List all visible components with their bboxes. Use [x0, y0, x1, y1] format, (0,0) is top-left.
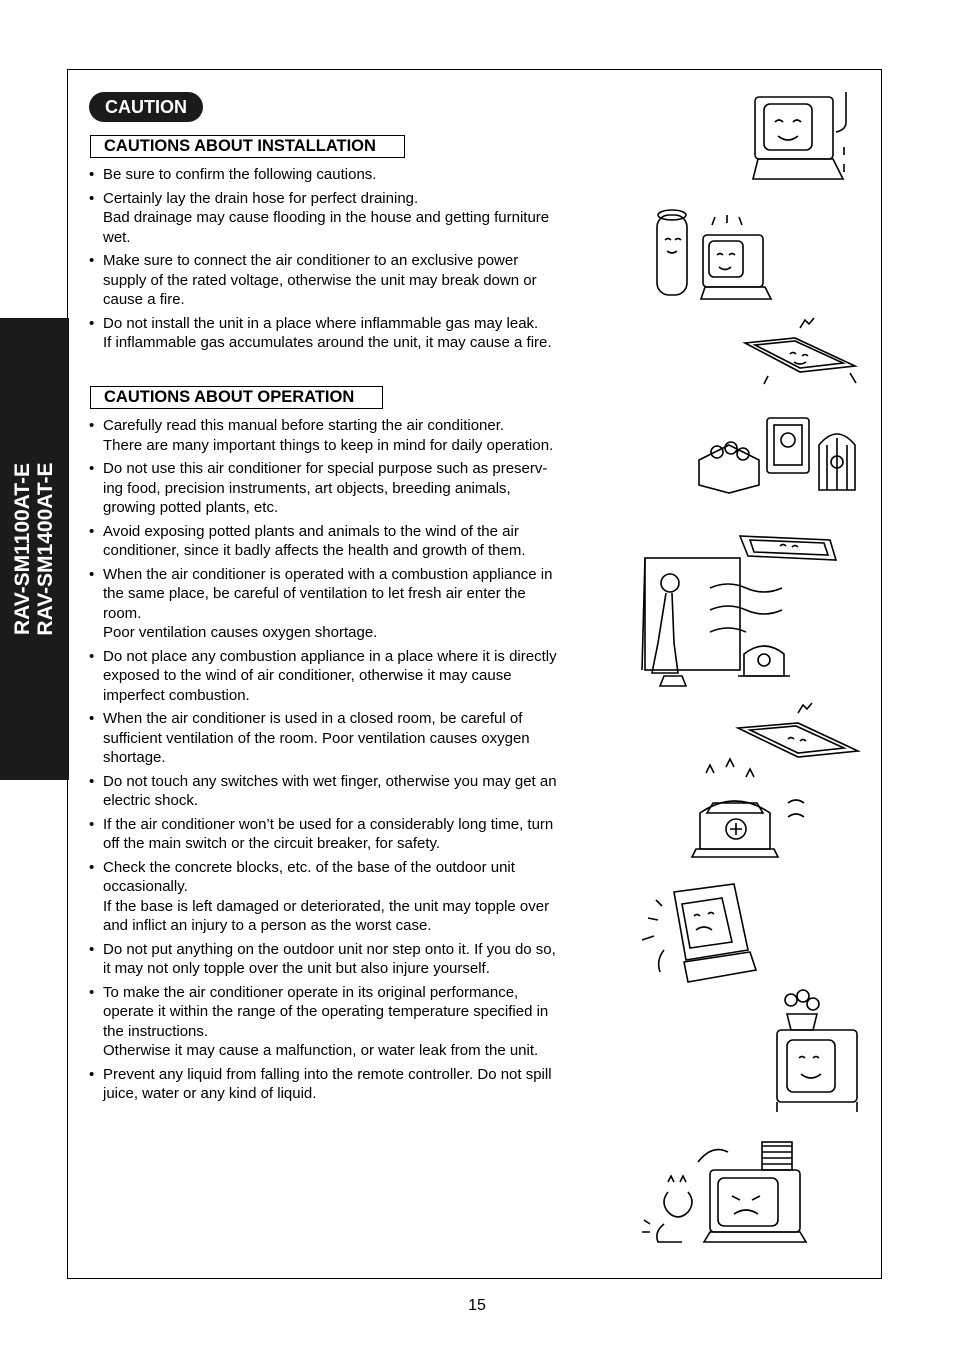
- list-item: • When the air conditioner is operated with a combustion appliance in the same place, be careful of ventilation to let fresh air enter the room. Poor ventilation causes oxygen shortage.: [87, 565, 592, 643]
- installation-list: [87, 165, 592, 357]
- page-number: 15: [468, 1297, 486, 1314]
- unit-with-power-icon: [645, 205, 780, 305]
- model-names: [11, 329, 57, 769]
- list-item: • Certainly lay the drain hose for perfect draining. Bad drainage may cause flooding in the house and getting furniture wet.: [87, 189, 592, 248]
- list-item: • Do not place any combustion appliance in a place where it is directly exposed to the wind of air conditioner, otherwise it may cause imperfect combustion.: [87, 647, 592, 706]
- list-item: • Do not touch any switches with wet finger, otherwise you may get an electric shock.: [87, 772, 592, 811]
- list-item: • Avoid exposing potted plants and animals to the wind of the air conditioner, since it badly affects the health and growth of them.: [87, 522, 592, 561]
- model-name-2: RAV-SM1400AT-E: [34, 462, 57, 636]
- list-item: • Carefully read this manual before starting the air conditioner. There are many important things to keep in mind for daily operation.: [87, 416, 592, 455]
- list-item: • Do not put anything on the outdoor unit nor step onto it. If you do so, it may not only topple over the unit but also injure yourself.: [87, 940, 592, 979]
- list-item: • Prevent any liquid from falling into the remote controller. Do not spill juice, water or any kind of liquid.: [87, 1065, 592, 1104]
- list-item: • Be sure to confirm the following cautions.: [87, 165, 592, 185]
- operation-list: [87, 416, 592, 1108]
- outdoor-unit-drain-icon: [750, 92, 860, 192]
- list-item: • Do not use this air conditioner for special purpose such as preserv- ing food, precision instruments, art objects, breeding animals, growing potted plants, etc.: [87, 459, 592, 518]
- ventilation-window-icon: [640, 528, 845, 693]
- list-item: • Check the concrete blocks, etc. of the base of the outdoor unit occasionally. If the base is left damaged or deteriorated, the unit may topple over and inflict an injury to a person as the worst case.: [87, 858, 592, 936]
- fruit-art-bird-icon: [697, 410, 862, 495]
- model-name-1: RAV-SM1100AT-E: [11, 463, 34, 635]
- list-item: • Make sure to connect the air conditioner to an exclusive power supply of the rated voltage, otherwise the unit may break down or cause a fire.: [87, 251, 592, 310]
- installation-heading: CAUTIONS ABOUT INSTALLATION: [90, 135, 405, 158]
- caution-badge: CAUTION: [89, 92, 203, 122]
- list-item: • To make the air conditioner operate in its original performance, operate it within the range of the operating temperature specified in the instructions. Otherwise it may cause a malfunction, or water leak from the unit.: [87, 983, 592, 1061]
- unit-toppling-icon: [634, 880, 759, 998]
- ceiling-unit-gas-icon: [740, 318, 865, 393]
- ceiling-unit-heater-icon: [678, 703, 863, 868]
- list-item: • When the air conditioner is used in a closed room, be careful of sufficient ventilation of the room. Poor ventilation causes oxygen shortage.: [87, 709, 592, 768]
- operation-heading: CAUTIONS ABOUT OPERATION: [90, 386, 383, 409]
- unit-with-flowerpot-icon: [765, 990, 865, 1115]
- unit-with-cat-icon: [638, 1132, 823, 1247]
- list-item: • Do not install the unit in a place where inflammable gas may leak. If inflammable gas accumulates around the unit, it may cause a fire.: [87, 314, 592, 353]
- list-item: • If the air conditioner won’t be used for a considerably long time, turn off the main switch or the circuit breaker, for safety.: [87, 815, 592, 854]
